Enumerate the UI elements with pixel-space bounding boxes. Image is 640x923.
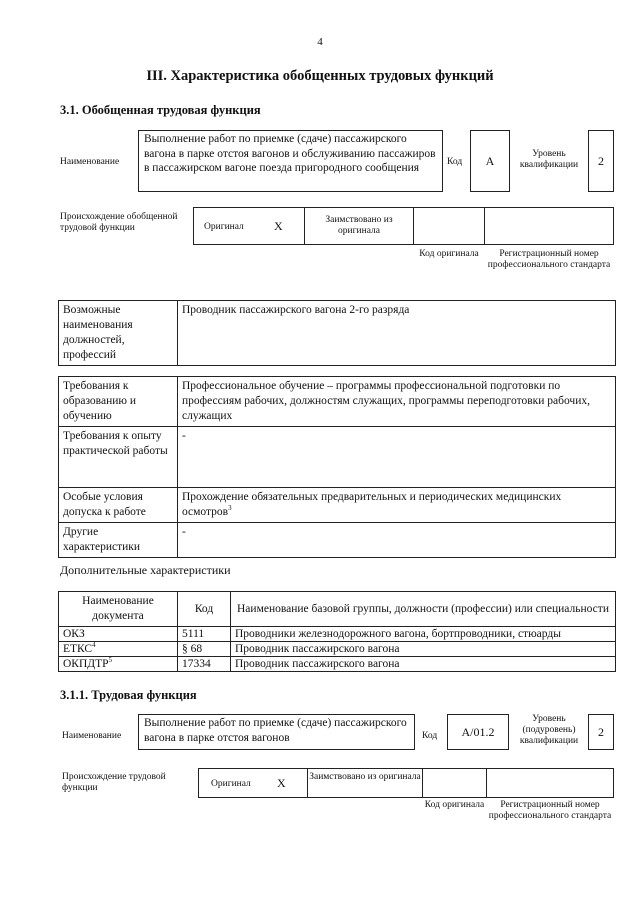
requirement-row xyxy=(59,377,616,427)
code-cell: § 68 xyxy=(178,642,231,657)
requirement-value xyxy=(178,488,616,523)
tf-original-mark: X xyxy=(277,776,286,790)
footnote-mark: 3 xyxy=(228,504,232,513)
doc-name: ОКПДТР xyxy=(63,658,109,670)
code-cell: 17334 xyxy=(178,657,231,672)
tf-level-label: Уровень (подуровень) квалификации xyxy=(519,714,579,746)
doc-footnote: 4 xyxy=(92,641,96,650)
gtf-level-value: 2 xyxy=(588,130,614,192)
gtf-code-original-caption: Код оригинала xyxy=(419,249,479,259)
doc-cell xyxy=(59,642,178,657)
table-row xyxy=(59,657,616,672)
header-name: Наименование базовой группы, должности (профессии) или специальности xyxy=(231,592,616,627)
doc-name: ОКЗ xyxy=(63,628,85,640)
gtf-original-mark: X xyxy=(274,219,283,233)
gtf-heading: 3.1. Обобщенная трудовая функция xyxy=(60,103,261,117)
additional-table xyxy=(58,591,616,672)
page-number: 4 xyxy=(317,36,323,48)
gtf-reg-number-caption: Регистрационный номер профессионального стандарта xyxy=(487,249,611,270)
name-cell: Проводники железнодорожного вагона, бортпроводники, стюарды xyxy=(231,627,616,642)
gtf-original-cell xyxy=(193,207,305,245)
gtf-origin-label: Происхождение обобщенной трудовой функции xyxy=(60,212,178,233)
additional-header-row xyxy=(59,592,616,627)
positions-value: Проводник пассажирского вагона 2-го разряда xyxy=(178,301,616,366)
requirement-value: - xyxy=(178,523,616,558)
gtf-borrowed-label: Заимствовано из оригинала xyxy=(304,207,414,245)
positions-label: Возможные наименования должностей, профессий xyxy=(59,301,178,366)
positions-table xyxy=(58,300,616,366)
additional-heading: Дополнительные характеристики xyxy=(60,563,231,577)
requirements-table xyxy=(58,376,616,558)
name-cell: Проводник пассажирского вагона xyxy=(231,642,616,657)
requirement-label: Требования к образованию и обучению xyxy=(59,377,178,427)
tf-heading: 3.1.1. Трудовая функция xyxy=(60,688,197,702)
doc-name: ЕТКС xyxy=(63,643,93,655)
tf-original-label: Оригинал xyxy=(211,779,251,789)
tf-code-label: Код xyxy=(422,731,438,741)
header-doc: Наименование документа xyxy=(59,592,178,627)
tf-origin-label: Происхождение трудовой функции xyxy=(62,772,166,793)
requirement-text: Прохождение обязательных предварительных и периодических медицинских осмотров xyxy=(182,491,562,518)
requirement-row xyxy=(59,488,616,523)
tf-reg-number-cell xyxy=(486,768,614,798)
section-title: III. Характеристика обобщенных трудовых функций xyxy=(146,68,494,84)
gtf-code-value: A xyxy=(470,130,510,192)
doc-footnote: 5 xyxy=(108,656,113,665)
tf-level-value: 2 xyxy=(588,714,614,750)
gtf-code-original-cell xyxy=(413,207,485,245)
tf-code-value: A/01.2 xyxy=(447,714,509,750)
requirement-label: Другие характеристики xyxy=(59,523,178,558)
header-code: Код xyxy=(178,592,231,627)
requirement-value: Профессиональное обучение – программы профессиональной подготовки по профессиям рабочих, должностям служащих, программы переподготовки рабочих, служащих xyxy=(178,377,616,427)
tf-name-value: Выполнение работ по приемке (сдаче) пассажирского вагона в парке отстоя вагонов xyxy=(138,714,415,750)
requirement-row xyxy=(59,523,616,558)
requirement-row xyxy=(59,427,616,488)
doc-cell xyxy=(59,657,178,672)
gtf-level-label: Уровень квалификации xyxy=(519,149,579,170)
positions-row xyxy=(59,301,616,366)
gtf-original-label: Оригинал xyxy=(204,222,244,232)
tf-borrowed-label: Заимствовано из оригинала xyxy=(307,768,423,798)
requirement-label: Требования к опыту практической работы xyxy=(59,427,178,488)
tf-original-cell xyxy=(198,768,308,798)
table-row xyxy=(59,627,616,642)
table-row xyxy=(59,642,616,657)
code-cell: 5111 xyxy=(178,627,231,642)
tf-code-original-cell xyxy=(422,768,487,798)
requirement-value: - xyxy=(178,427,616,488)
gtf-reg-number-cell xyxy=(484,207,614,245)
tf-name-label: Наименование xyxy=(62,731,122,741)
name-cell: Проводник пассажирского вагона xyxy=(231,657,616,672)
gtf-name-label: Наименование xyxy=(60,157,120,167)
requirement-label: Особые условия допуска к работе xyxy=(59,488,178,523)
doc-cell xyxy=(59,627,178,642)
tf-code-original-caption: Код оригинала xyxy=(424,800,485,810)
gtf-code-label: Код xyxy=(447,157,463,167)
tf-reg-number-caption: Регистрационный номер профессионального стандарта xyxy=(488,800,612,821)
gtf-name-value: Выполнение работ по приемке (сдаче) пассажирского вагона в парке отстоя вагонов и обслуживанию пассажиров в пассажирском вагоне поезда пригородного сообщения xyxy=(138,130,443,192)
